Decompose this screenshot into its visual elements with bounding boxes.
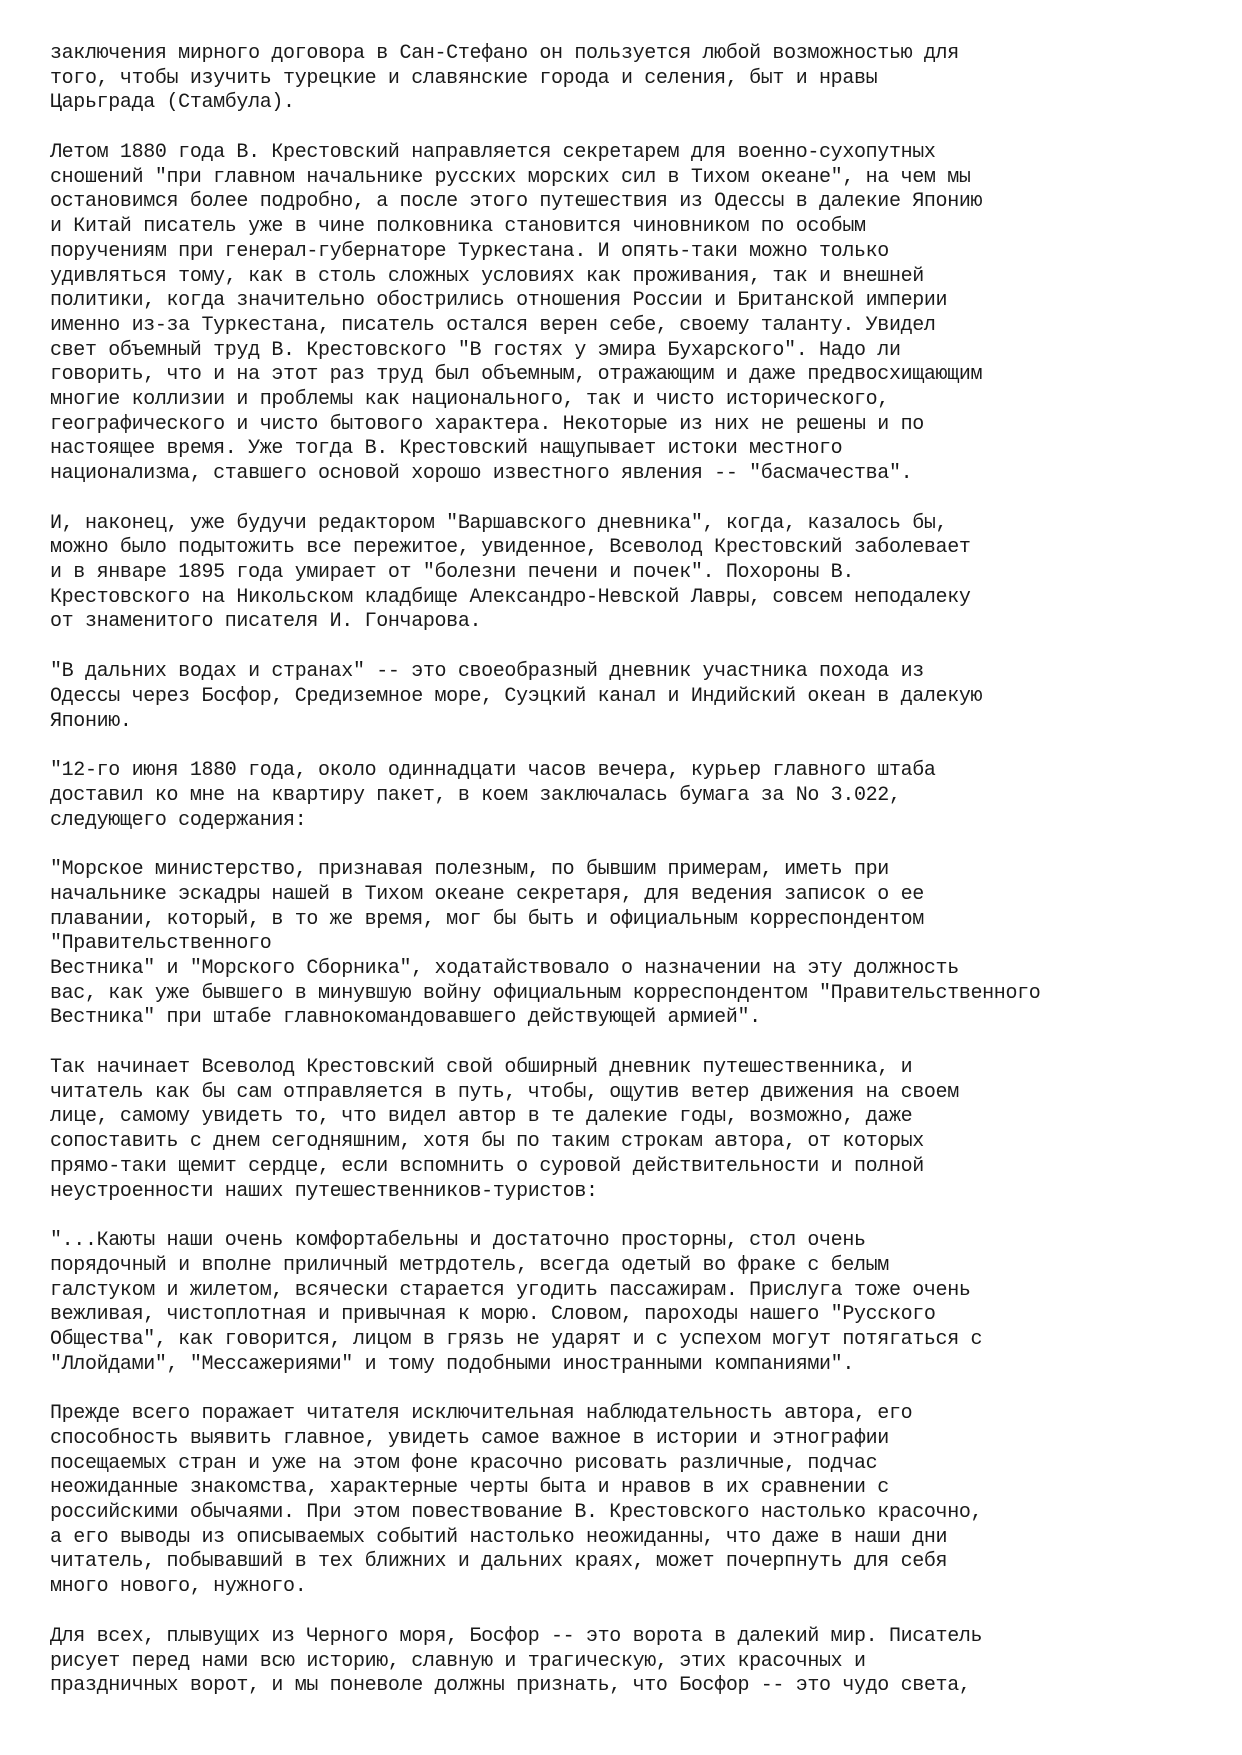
paragraph [50,42,1230,116]
text-line: начальнике эскадры нашей в Тихом океане секретаря, для ведения записок о ее [50,882,924,906]
text-line: "12-го июня 1880 года, около одиннадцати часов вечера, курьер главного штаба [50,759,936,783]
text-line: порядочный и вполне приличный метрдотель, всегда одетый во фраке с белым [50,1253,889,1277]
text-line: Так начинает Всеволод Крестовский свой обширный дневник путешественника, и [50,1056,913,1080]
text-line: И, наконец, уже будучи редактором "Варшавского дневника", когда, казалось бы, [50,511,948,535]
text-line: посещаемых стран и уже на этом фоне красочно рисовать различные, подчас [50,1451,878,1475]
paragraph [50,1229,1230,1377]
text-line: именно из-за Туркестана, писатель остался верен себе, своему таланту. Увидел [50,313,936,337]
text-line: Прежде всего поражает читателя исключительная наблюдательность автора, его [50,1402,913,1426]
paragraph [50,141,1230,487]
text-line: и в январе 1895 года умирает от "болезни печени и почек". Похороны В. [50,561,854,585]
text-line: плавании, который, в то же время, мог бы быть и официальным корреспондентом [50,907,924,931]
text-line: читатель как бы сам отправляется в путь, чтобы, ощутив ветер движения на своем [50,1080,959,1104]
paragraph [50,1056,1230,1204]
text-line: неожиданные знакомства, характерные черты быта и нравов в их сравнении с [50,1476,889,1500]
text-line: прямо-таки щемит сердце, если вспомнить о суровой действительности и полной [50,1154,924,1178]
document-page [50,42,1230,1724]
text-line: свет объемный труд В. Крестовского "В гостях у эмира Бухарского". Надо ли [50,338,901,362]
text-line: "Правительственного [50,932,272,956]
text-line: от знаменитого писателя И. Гончарова. [50,610,482,634]
text-line: Одессы через Босфор, Средиземное море, Суэцкий канал и Индийский океан в далекую [50,684,983,708]
text-line: Летом 1880 года В. Крестовский направляется секретарем для военно-сухопутных [50,141,936,165]
text-line: следующего содержания: [50,808,307,832]
paragraph [50,660,1230,734]
text-line: Для всех, плывущих из Черного моря, Босфор -- это ворота в далекий мир. Писатель [50,1624,983,1648]
text-line: Вестника" при штабе главнокомандовавшего действующей армией". [50,1006,761,1030]
text-line: Царьграда (Стамбула). [50,91,295,115]
paragraph [50,759,1230,833]
text-line: вежливая, чистоплотная и привычная к морю. Словом, пароходы нашего "Русского [50,1303,936,1327]
text-line: праздничных ворот, и мы поневоле должны признать, что Босфор -- это чудо света, [50,1674,971,1698]
text-line: а его выводы из описываемых событий настолько неожиданны, что даже в наши дни [50,1525,948,1549]
paragraph [50,1625,1230,1699]
text-line: Крестовского на Никольском кладбище Александро-Невской Лавры, совсем неподалеку [50,585,971,609]
text-line: удивляться тому, как в столь сложных условиях как проживания, так и внешней [50,264,924,288]
text-line: "Ллойдами", "Мессажериями" и тому подобными иностранными компаниями". [50,1352,854,1376]
text-line: заключения мирного договора в Сан-Стефано он пользуется любой возможностью для [50,42,959,65]
text-line: "В дальних водах и странах" -- это своеобразный дневник участника похода из [50,660,924,684]
paragraph [50,512,1230,635]
text-line: и Китай писатель уже в чине полковника становится чиновником по особым [50,215,866,239]
text-line: "Морское министерство, признавая полезным, по бывшим примерам, иметь при [50,858,889,882]
text-line: говорить, что и на этот раз труд был объемным, отражающим и даже предвосхищающим [50,363,983,387]
text-line: многие коллизии и проблемы как национального, так и чисто исторического, [50,387,889,411]
text-line: российскими обычаями. При этом повествование В. Крестовского настолько красочно, [50,1501,983,1525]
text-line: много нового, нужного. [50,1575,307,1599]
text-line: рисует перед нами всю историю, славную и трагическую, этих красочных и [50,1649,866,1673]
text-line: того, чтобы изучить турецкие и славянские города и селения, быт и нравы [50,66,878,90]
text-line: вас, как уже бывшего в минувшую войну официальным корреспондентом "Правительственного [50,981,1041,1005]
paragraph [50,858,1230,1031]
text-line: Вестника" и "Морского Сборника", ходатайствовало о назначении на эту должность [50,957,959,980]
text-line: лице, самому увидеть то, что видел автор в те далекие годы, возможно, даже [50,1105,913,1129]
text-line: "...Каюты наши очень комфортабельны и достаточно просторны, стол очень [50,1229,866,1253]
text-line: сношений "при главном начальнике русских морских сил в Тихом океане", на чем мы [50,165,971,189]
text-line: настоящее время. Уже тогда В. Крестовский нащупывает истоки местного [50,437,843,461]
text-line: остановимся более подробно, а после этого путешествия из Одессы в далекие Японию [50,190,983,214]
text-line: географического и чисто бытового характера. Некоторые из них не решены и по [50,412,924,436]
text-line: политики, когда значительно обострились отношения России и Британской империи [50,289,948,313]
text-line: Японию. [50,709,132,733]
text-line: национализма, ставшего основой хорошо известного явления -- "басмачества". [50,462,913,485]
text-line: доставил ко мне на квартиру пакет, в коем заключалась бумага за No 3.022, [50,783,901,807]
text-line: читатель, побывавший в тех ближних и дальних краях, может почерпнуть для себя [50,1550,948,1574]
paragraph [50,1402,1230,1600]
text-line: сопоставить с днем сегодняшним, хотя бы по таким строкам автора, от которых [50,1130,924,1154]
text-line: можно было подытожить все пережитое, увиденное, Всеволод Крестовский заболевает [50,536,971,560]
text-line: неустроенности наших путешественников-туристов: [50,1179,598,1203]
text-line: Общества", как говорится, лицом в грязь не ударят и с успехом могут потягаться с [50,1327,983,1351]
text-line: поручениям при генерал-губернаторе Туркестана. И опять-таки можно только [50,239,889,263]
text-line: галстуком и жилетом, всячески старается угодить пассажирам. Прислуга тоже очень [50,1278,971,1302]
text-line: способность выявить главное, увидеть самое важное в истории и этнографии [50,1427,889,1450]
